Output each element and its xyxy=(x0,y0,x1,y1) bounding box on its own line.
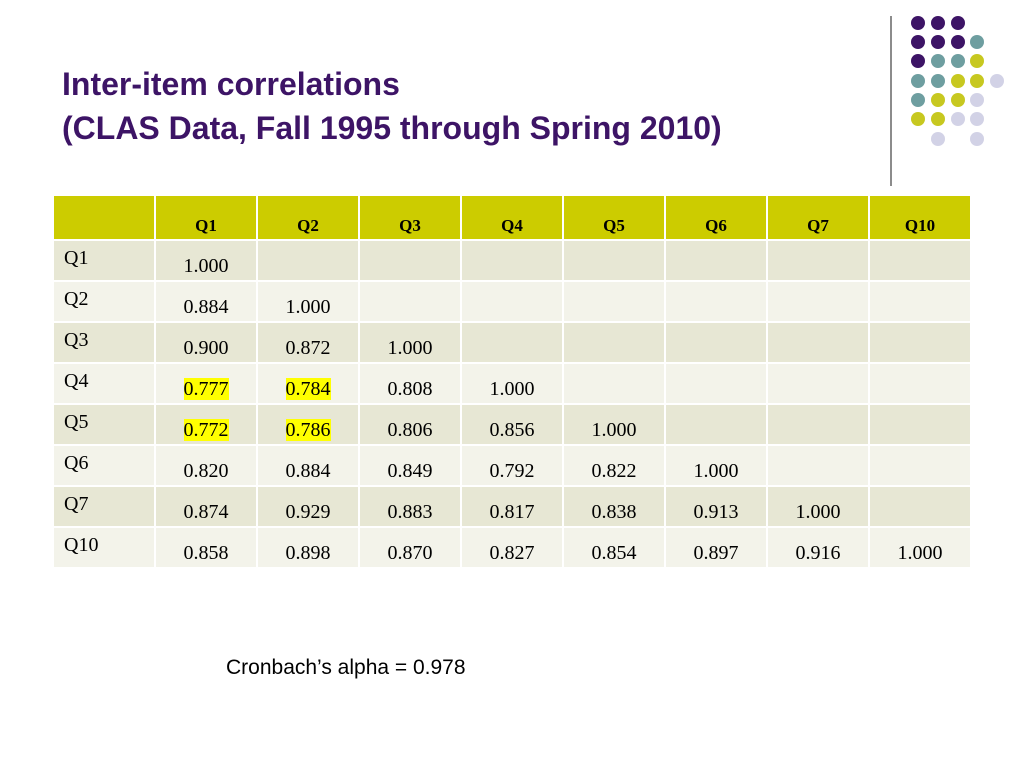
decorative-dot xyxy=(951,93,965,107)
cell-value: 1.000 xyxy=(183,255,229,277)
table-cell xyxy=(563,404,665,445)
cell-value: 0.808 xyxy=(387,378,433,400)
decorative-divider xyxy=(890,16,892,186)
table-cell xyxy=(461,322,563,363)
row-label: Q6 xyxy=(53,445,155,486)
decorative-dot xyxy=(931,74,945,88)
table-cell xyxy=(767,363,869,404)
row-label: Q5 xyxy=(53,404,155,445)
table-cell xyxy=(359,486,461,527)
row-label: Q7 xyxy=(53,486,155,527)
table-cell xyxy=(257,240,359,281)
table-cell xyxy=(461,404,563,445)
slide-title-line-2: (CLAS Data, Fall 1995 through Spring 2010) xyxy=(62,110,722,146)
table-cell xyxy=(155,363,257,404)
table-cell xyxy=(359,404,461,445)
decorative-dot xyxy=(970,132,984,146)
cell-value: 1.000 xyxy=(693,460,739,482)
table-header-cell: Q5 xyxy=(563,195,665,240)
cell-value: 0.854 xyxy=(591,542,637,564)
table-cell xyxy=(461,363,563,404)
table-cell xyxy=(155,404,257,445)
table-cell xyxy=(563,445,665,486)
table-cell xyxy=(665,404,767,445)
decorative-dot xyxy=(911,54,925,68)
cell-value: 0.870 xyxy=(387,542,433,564)
decorative-dot xyxy=(911,93,925,107)
table-cell xyxy=(563,527,665,568)
cell-value: 0.884 xyxy=(183,296,229,318)
cell-value: 0.817 xyxy=(489,501,535,523)
decorative-dot xyxy=(931,16,945,30)
table-cell xyxy=(257,486,359,527)
row-label: Q3 xyxy=(53,322,155,363)
cell-value: 0.883 xyxy=(387,501,433,523)
table-cell xyxy=(665,240,767,281)
cell-value: 0.858 xyxy=(183,542,229,564)
table-cell xyxy=(869,281,971,322)
table-row xyxy=(53,240,971,281)
slide-title xyxy=(62,62,892,150)
cell-value: 1.000 xyxy=(387,337,433,359)
table-cell xyxy=(257,445,359,486)
row-label: Q4 xyxy=(53,363,155,404)
table-cell xyxy=(257,404,359,445)
table-cell xyxy=(461,486,563,527)
cell-value: 0.792 xyxy=(489,460,535,482)
cell-value: 0.913 xyxy=(693,501,739,523)
table-cell xyxy=(767,445,869,486)
table-cell xyxy=(155,486,257,527)
table-header-cell: Q10 xyxy=(869,195,971,240)
decorative-dot xyxy=(911,74,925,88)
decorative-dot xyxy=(970,74,984,88)
table-cell xyxy=(155,240,257,281)
cell-value: 1.000 xyxy=(285,296,331,318)
decorative-dot xyxy=(970,112,984,126)
decorative-dot xyxy=(951,54,965,68)
table-cell xyxy=(461,527,563,568)
cell-value: 0.872 xyxy=(285,337,331,359)
cell-value: 0.838 xyxy=(591,501,637,523)
cell-value: 0.874 xyxy=(183,501,229,523)
table-cell xyxy=(257,527,359,568)
table-cell xyxy=(665,527,767,568)
decorative-dot xyxy=(911,35,925,49)
table-cell xyxy=(461,240,563,281)
table-cell xyxy=(563,363,665,404)
cell-value: 1.000 xyxy=(795,501,841,523)
cell-value: 0.806 xyxy=(387,419,433,441)
table-cell xyxy=(563,322,665,363)
decorative-dot xyxy=(931,54,945,68)
cell-value: 0.916 xyxy=(795,542,841,564)
decorative-dot xyxy=(970,35,984,49)
table-row xyxy=(53,281,971,322)
cronbach-alpha-note: Cronbach’s alpha = 0.978 xyxy=(226,656,466,679)
correlation-table xyxy=(52,194,972,569)
table-header-cell: Q2 xyxy=(257,195,359,240)
decorative-dot xyxy=(951,112,965,126)
cell-value: 0.884 xyxy=(285,460,331,482)
table-row xyxy=(53,363,971,404)
table-cell xyxy=(155,281,257,322)
decorative-dot xyxy=(911,16,925,30)
cell-value-highlighted: 0.786 xyxy=(285,419,331,441)
decorative-dot xyxy=(951,16,965,30)
table-cell xyxy=(359,527,461,568)
cell-value: 0.929 xyxy=(285,501,331,523)
table-cell xyxy=(665,322,767,363)
table-header-row xyxy=(53,195,971,240)
table-cell xyxy=(359,445,461,486)
table-cell xyxy=(563,240,665,281)
decorative-dot xyxy=(931,93,945,107)
cell-value-highlighted: 0.777 xyxy=(183,378,229,400)
table-cell xyxy=(767,404,869,445)
table-header-cell: Q3 xyxy=(359,195,461,240)
decorative-dot xyxy=(970,54,984,68)
decorative-dot xyxy=(970,93,984,107)
table-cell xyxy=(461,445,563,486)
cell-value: 0.898 xyxy=(285,542,331,564)
table-cell xyxy=(665,281,767,322)
table-cell xyxy=(869,322,971,363)
row-label: Q1 xyxy=(53,240,155,281)
table-cell xyxy=(257,363,359,404)
table-cell xyxy=(257,322,359,363)
table-cell xyxy=(767,240,869,281)
table-cell xyxy=(869,486,971,527)
cell-value-highlighted: 0.784 xyxy=(285,378,331,400)
cell-value: 0.856 xyxy=(489,419,535,441)
table-cell xyxy=(665,445,767,486)
cell-value: 0.900 xyxy=(183,337,229,359)
table-cell xyxy=(767,322,869,363)
table-header-cell: Q7 xyxy=(767,195,869,240)
cell-value: 0.849 xyxy=(387,460,433,482)
table-cell xyxy=(869,527,971,568)
decorative-dot xyxy=(951,35,965,49)
decorative-dot xyxy=(931,132,945,146)
cell-value: 1.000 xyxy=(591,419,637,441)
table-row xyxy=(53,486,971,527)
table-header-cell: Q4 xyxy=(461,195,563,240)
decorative-dot xyxy=(931,35,945,49)
table-cell xyxy=(767,486,869,527)
table-cell xyxy=(869,363,971,404)
table-cell xyxy=(665,486,767,527)
table-cell xyxy=(257,281,359,322)
slide-title-line-1: Inter-item correlations xyxy=(62,66,400,102)
table-cell xyxy=(155,445,257,486)
table-cell xyxy=(155,527,257,568)
table-cell xyxy=(563,281,665,322)
table-header-cell: Q1 xyxy=(155,195,257,240)
table-cell xyxy=(563,486,665,527)
table-cell xyxy=(359,240,461,281)
table-row xyxy=(53,527,971,568)
table-cell xyxy=(665,363,767,404)
table-row xyxy=(53,322,971,363)
table-cell xyxy=(359,281,461,322)
table-cell xyxy=(359,322,461,363)
table-header-cell xyxy=(53,195,155,240)
decorative-dot xyxy=(951,74,965,88)
row-label: Q2 xyxy=(53,281,155,322)
table-cell xyxy=(359,363,461,404)
cell-value: 0.820 xyxy=(183,460,229,482)
table-row xyxy=(53,445,971,486)
table-cell xyxy=(869,240,971,281)
table-cell xyxy=(461,281,563,322)
table-header-cell: Q6 xyxy=(665,195,767,240)
table-cell xyxy=(869,445,971,486)
table-row xyxy=(53,404,971,445)
table-cell xyxy=(869,404,971,445)
decorative-dot xyxy=(911,112,925,126)
decorative-dot xyxy=(931,112,945,126)
cell-value: 1.000 xyxy=(897,542,943,564)
cell-value: 0.822 xyxy=(591,460,637,482)
row-label: Q10 xyxy=(53,527,155,568)
table-cell xyxy=(767,527,869,568)
cell-value: 0.897 xyxy=(693,542,739,564)
cell-value-highlighted: 0.772 xyxy=(183,419,229,441)
table-cell xyxy=(155,322,257,363)
cell-value: 0.827 xyxy=(489,542,535,564)
cell-value: 1.000 xyxy=(489,378,535,400)
table-cell xyxy=(767,281,869,322)
decorative-dot xyxy=(990,74,1004,88)
